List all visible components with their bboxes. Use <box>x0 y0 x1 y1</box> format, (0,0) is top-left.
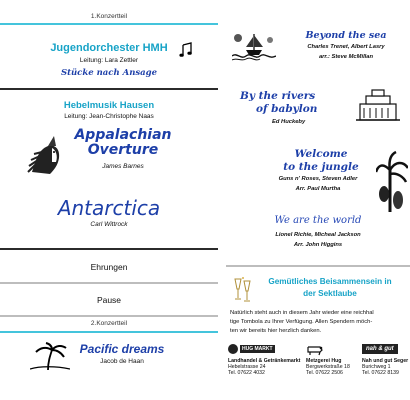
sponsor-3 <box>362 342 410 376</box>
r-item3-title-line2: to the jungle <box>283 161 359 173</box>
divider <box>0 282 218 284</box>
closing-text-line2: tige Tombola zu Ihrer Verfügung. Allen Spendern möch- <box>230 319 373 325</box>
r-item1-title: Beyond the sea <box>305 30 387 41</box>
sea-ship-icon <box>232 28 276 62</box>
item3-title-line2: Overture <box>87 142 159 158</box>
cow-icon <box>306 343 324 356</box>
item2-title: Hebelmusik Hausen <box>63 100 155 111</box>
closing-title-line1: Gemütliches Beisammensein in <box>268 277 392 286</box>
r-item3-title-line1: Welcome <box>294 148 348 160</box>
r-item1-composer: Charles Trenet, Albert Lasry <box>307 44 385 50</box>
closing-text-line3: ten wir bereits hier herzlich danken. <box>230 328 322 334</box>
sponsor-2-phone: Tel. 07622 2506 <box>306 370 343 376</box>
sponsor-2-street: Bergwerkstraße 18 <box>306 364 350 370</box>
section-divider <box>0 331 218 333</box>
divider <box>0 248 218 250</box>
r-item4-title: We are the world <box>274 215 362 226</box>
item4-composer: Carl Wittrock <box>90 221 128 228</box>
divider <box>226 265 410 267</box>
right-column <box>226 0 410 400</box>
ehrungen-label: Ehrungen <box>90 262 128 272</box>
item5-composer: Jacob de Haan <box>100 358 144 365</box>
sponsor-1 <box>228 342 301 376</box>
divider <box>0 315 218 317</box>
section-label-first: 1.Konzertteil <box>90 13 128 20</box>
item1-title: Jugendorchester HMH <box>50 42 168 54</box>
music-notes-icon <box>178 42 194 58</box>
item3-composer: James Barnes <box>102 163 144 170</box>
r-item2-title-line2: of babylon <box>256 103 318 115</box>
item4-title: Antarctica <box>57 196 161 220</box>
r-item2-composer: Ed Huckeby <box>272 119 306 125</box>
item5-title: Pacific dreams <box>79 342 165 356</box>
r-item3-composer: Guns n' Roses, Steven Adler <box>278 176 358 182</box>
r-item4-composer: Lionel Richie, Micheal Jackson <box>275 232 361 238</box>
item1-leader: Leitung: Lara Zettler <box>79 57 139 64</box>
sponsor-2 <box>306 342 356 376</box>
sponsor-1-logo <box>228 342 284 356</box>
closing-text-line1: Natürlich steht auch in diesem Jahr wieder eine reichhal <box>230 310 374 316</box>
r-item1-arranger: arr.: Steve McMillan <box>318 54 374 60</box>
section-divider <box>0 23 218 25</box>
sponsor-2-logo <box>306 342 356 356</box>
closing-title-line2: der Sektlaube <box>303 289 357 298</box>
babylon-ruins-icon <box>356 88 400 122</box>
r-item2-title-line1: By the rivers <box>240 90 316 102</box>
divider <box>0 88 218 90</box>
sponsor-3-phone: Tel. 07622 8139 <box>362 370 399 376</box>
section-label-second: 2.Konzertteil <box>90 320 128 327</box>
hug-logo-icon <box>228 344 238 354</box>
jungle-icon <box>376 150 408 212</box>
item3-title-line1: Appalachian <box>74 127 172 143</box>
item1-subtitle: Stücke nach Ansage <box>60 68 158 78</box>
sponsor-1-name: Landhandel & Getränkemarkt <box>228 358 301 364</box>
r-item4-arranger: Arr. John Higgins <box>293 242 343 248</box>
sponsor-1-logo-text: HUG MARKT <box>242 346 273 352</box>
sponsor-1-phone: Tel. 07622 4032 <box>228 370 265 376</box>
r-item3-arranger: Arr. Paul Murtha <box>295 186 341 192</box>
sponsor-3-logo <box>362 342 410 356</box>
pause-label: Pause <box>96 295 122 305</box>
sponsor-3-street: Burichweg 1 <box>362 364 391 370</box>
sponsor-3-name: Nah und gut Seger <box>362 358 409 364</box>
item2-leader: Leitung: Jean-Christophe Naas <box>64 113 154 120</box>
sponsor-3-logo-text: nah & gut <box>362 344 398 354</box>
sponsor-2-name: Metzgerei Hug <box>306 358 342 364</box>
sponsor-1-street: Hebelstrasse 24 <box>228 364 266 370</box>
